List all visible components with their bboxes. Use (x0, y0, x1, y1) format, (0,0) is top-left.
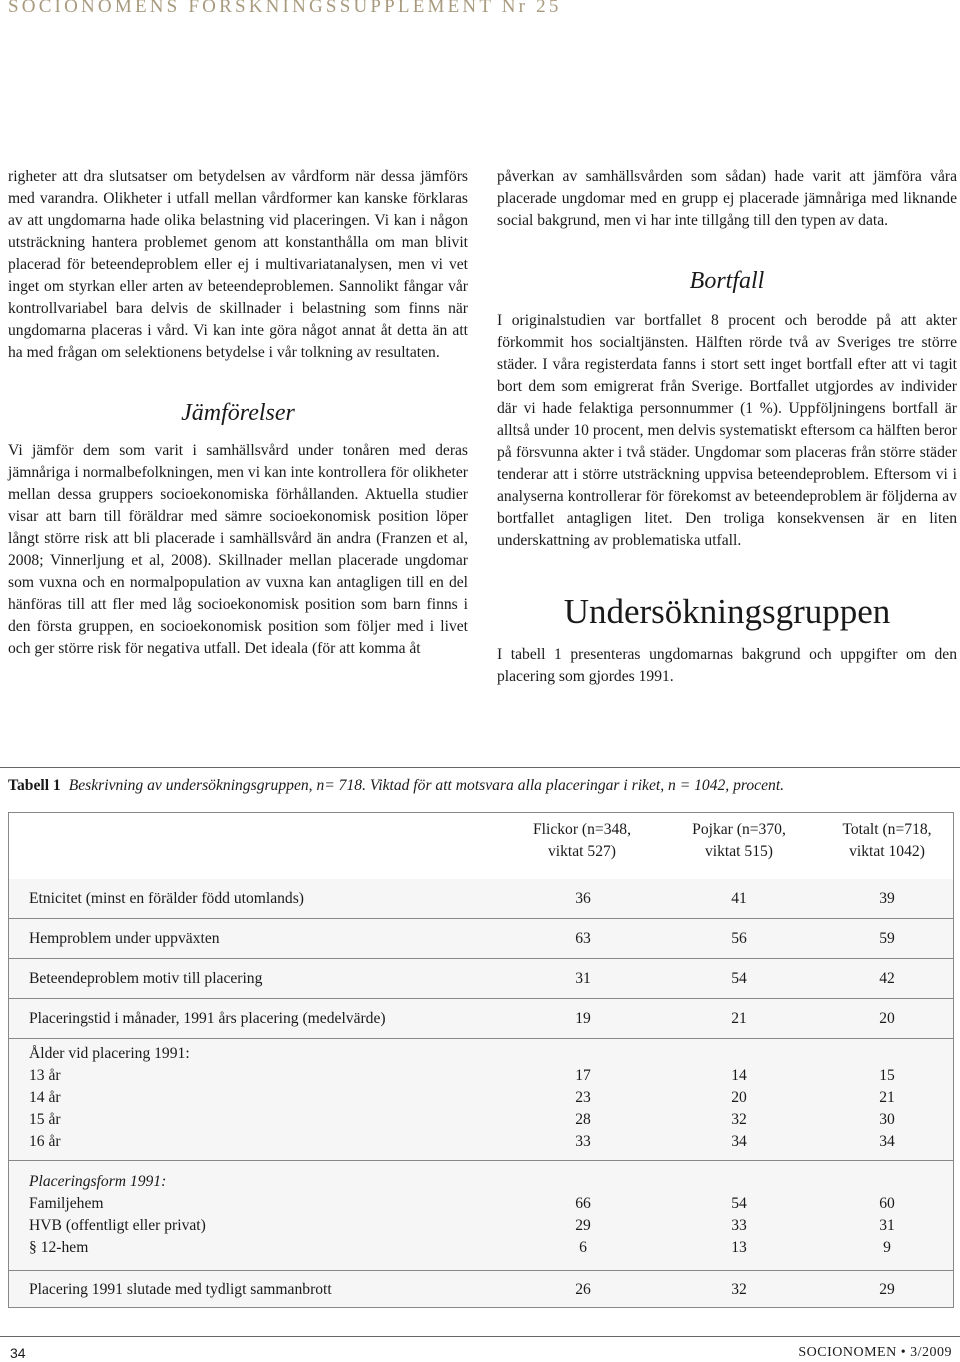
left-paragraph-2: Vi jämför dem som varit i samhällsvård under tonåren med deras jämnåriga i normalbefolkningen, men vi kan inte kontrollera för olikheter mellan dessa gruppers socioekonomiska förhållanden. Aktuella studier visar att barn till föräldrar med sämre socioekonomisk position löper långt större risk att bli placerade i samhällsvård än andra (Franzen et al, 2008; Vinnerljung et al, 2008). Skillnader mellan placerade ungdomar som vuxna och en normalpopulation av vuxna kan antagligen till en del hänföras till att fler med låg socioekonomisk position som barn finns i den första gruppen, en socioekonomisk position som följer med i livet och ger större risk för negativa utfall. Det ideala (för att komma åt (8, 442, 468, 657)
cell-pojkar: 33 (731, 1217, 747, 1234)
cell-pojkar: 56 (731, 930, 747, 947)
age-label: 13 år (29, 1067, 61, 1084)
cell-totalt: 20 (879, 1010, 895, 1027)
cell-flickor: 28 (575, 1111, 591, 1128)
left-column (8, 166, 468, 660)
table-caption (8, 775, 958, 797)
data-table (8, 812, 954, 1308)
row-label: Placeringstid i månader, 1991 års placering (medelvärde) (29, 1010, 386, 1027)
cell-totalt: 31 (879, 1217, 895, 1234)
right-paragraph-2: I originalstudien var bortfallet 8 procent och berodde på att akter förkommit hos socialtjänsten. Hälften rörde två av Sveriges tre större städer. I våra registerdata fanns i stort sett inget bortfall efter att vi tagit bort dem som emigrerat från Sverige. Bortfallet utgjordes av individer där vi hade felaktiga personnummer (1 %). Uppföljningens bortfall är alltså under 10 procent, men delvis systematiskt eftersom ca hälften beror på försvunna akter i två städer. Ungdomar som placeras från större städer tenderar att i större utsträckning uppvisa beteendeproblem. Eftersom vi i analyserna kontrollerar för förekomst av beteendeproblem är följderna av bortfallet antagligen litet. Den troliga konsekvensen är en liten underskattning av problematiska utfall. (497, 312, 957, 549)
row-label: Placering 1991 slutade med tydligt sammanbrott (29, 1281, 332, 1298)
right-paragraph-1: påverkan av samhällsvården som sådan) hade varit att jämföra våra placerade ungdomar med en grupp ej placerade jämnåriga med liknande social bakgrund, men vi har inte tillgång till den typen av data. (497, 168, 957, 229)
cell-totalt: 39 (879, 890, 895, 907)
row-label: Etnicitet (minst en förälder född utomlands) (29, 890, 304, 907)
cell-flickor: 19 (575, 1010, 591, 1027)
journal-footer: SOCIONOMEN • 3/2009 (798, 1345, 952, 1360)
cell-totalt: 42 (879, 970, 895, 987)
cell-totalt: 9 (883, 1239, 891, 1256)
cell-totalt: 59 (879, 930, 895, 947)
cell-totalt: 60 (879, 1195, 895, 1212)
cell-totalt: 34 (879, 1133, 895, 1150)
cell-totalt: 30 (879, 1111, 895, 1128)
age-label: 14 år (29, 1089, 61, 1106)
column-header-pojkar-line2: viktat 515) (705, 843, 773, 860)
table-caption-label: Tabell 1 (8, 777, 61, 794)
cell-flickor: 63 (575, 930, 591, 947)
cell-pojkar: 41 (731, 890, 747, 907)
running-header: SOCIONOMENS FORSKNINGSSUPPLEMENT Nr 25 (8, 0, 562, 17)
row-label: Beteendeproblem motiv till placering (29, 970, 263, 987)
cell-pojkar: 54 (731, 1195, 747, 1212)
placement-group-title: Placeringsform 1991: (29, 1173, 167, 1190)
column-header-totalt (817, 819, 957, 863)
cell-pojkar: 13 (731, 1239, 747, 1256)
placement-label: HVB (offentligt eller privat) (29, 1217, 206, 1234)
cell-flickor: 6 (579, 1239, 587, 1256)
cell-totalt: 29 (879, 1281, 895, 1298)
section-title-undersokningsgruppen: Undersökningsgruppen (563, 592, 891, 631)
cell-pojkar: 21 (731, 1010, 747, 1027)
table-row-placement-group (9, 1161, 953, 1271)
column-header-totalt-line1: Totalt (n=718, (842, 821, 932, 838)
placement-label: § 12-hem (29, 1239, 89, 1256)
cell-flickor: 31 (575, 970, 591, 987)
age-group-title: Ålder vid placering 1991: (29, 1045, 190, 1062)
table-row (9, 919, 953, 959)
cell-flickor: 66 (575, 1195, 591, 1212)
page-number: 34 (10, 1345, 26, 1361)
cell-flickor: 29 (575, 1217, 591, 1234)
age-label: 15 år (29, 1111, 61, 1128)
table-row (9, 1271, 953, 1307)
cell-pojkar: 20 (731, 1089, 747, 1106)
cell-pojkar: 14 (731, 1067, 747, 1084)
footer-rule (0, 1336, 960, 1337)
cell-totalt: 21 (879, 1089, 895, 1106)
cell-pojkar: 32 (731, 1111, 747, 1128)
column-header-pojkar-line1: Pojkar (n=370, (692, 821, 786, 838)
column-header-totalt-line2: viktat 1042) (849, 843, 925, 860)
left-paragraph-1: righeter att dra slutsatser om betydelsen av vårdform när dessa jämförs med varandra. Olikheter i utfall mellan vårdformer kan kanske förklaras av att ungdomarna hade olika belastning vid placeringen. Vi kan i någon utsträckning hantera problemet genom att konstanthålla om man blivit placerad för beteendeproblem eller ej i multivariatanalysen, men vi vet inget om styrkan eller arten av beteendeproblemen. Sannolikt fångar vår kontrollvariabel bara delvis de skillnader i belastning som finns när ungdomarna placeras i vård. Vi kan inte göra något annat åt detta än att ha med frågan om selektionens betydelse i vår tolkning av resultaten. (8, 168, 468, 361)
table-row (9, 999, 953, 1039)
section-title-bortfall: Bortfall (689, 268, 765, 294)
section-title-jamforelser: Jämförelser (181, 400, 295, 426)
age-label: 16 år (29, 1133, 61, 1150)
column-header-flickor-line1: Flickor (n=348, (532, 821, 632, 838)
right-column (497, 166, 957, 688)
cell-flickor: 17 (575, 1067, 591, 1084)
table-row (9, 959, 953, 999)
column-header-pojkar (669, 819, 809, 863)
table-caption-text: Beskrivning av undersökningsgruppen, n= 718. Viktad för att motsvara alla placeringar i riket, n = 1042, procent. (68, 777, 785, 794)
table-header (9, 813, 953, 880)
cell-pojkar: 34 (731, 1133, 747, 1150)
cell-totalt: 15 (879, 1067, 895, 1084)
row-label: Hemproblem under uppväxten (29, 930, 220, 947)
cell-flickor: 26 (575, 1281, 591, 1298)
cell-pojkar: 32 (731, 1281, 747, 1298)
right-paragraph-3: I tabell 1 presenteras ungdomarnas bakgrund och uppgifter om den placering som gjordes 1991. (497, 646, 957, 685)
cell-flickor: 23 (575, 1089, 591, 1106)
caption-top-rule (0, 767, 960, 768)
placement-label: Familjehem (29, 1195, 104, 1212)
cell-flickor: 36 (575, 890, 591, 907)
column-header-flickor-line2: viktat 527) (548, 843, 616, 860)
cell-flickor: 33 (575, 1133, 591, 1150)
table-row (9, 879, 953, 919)
cell-pojkar: 54 (731, 970, 747, 987)
table-row-age-group (9, 1039, 953, 1161)
column-header-flickor (512, 819, 652, 863)
